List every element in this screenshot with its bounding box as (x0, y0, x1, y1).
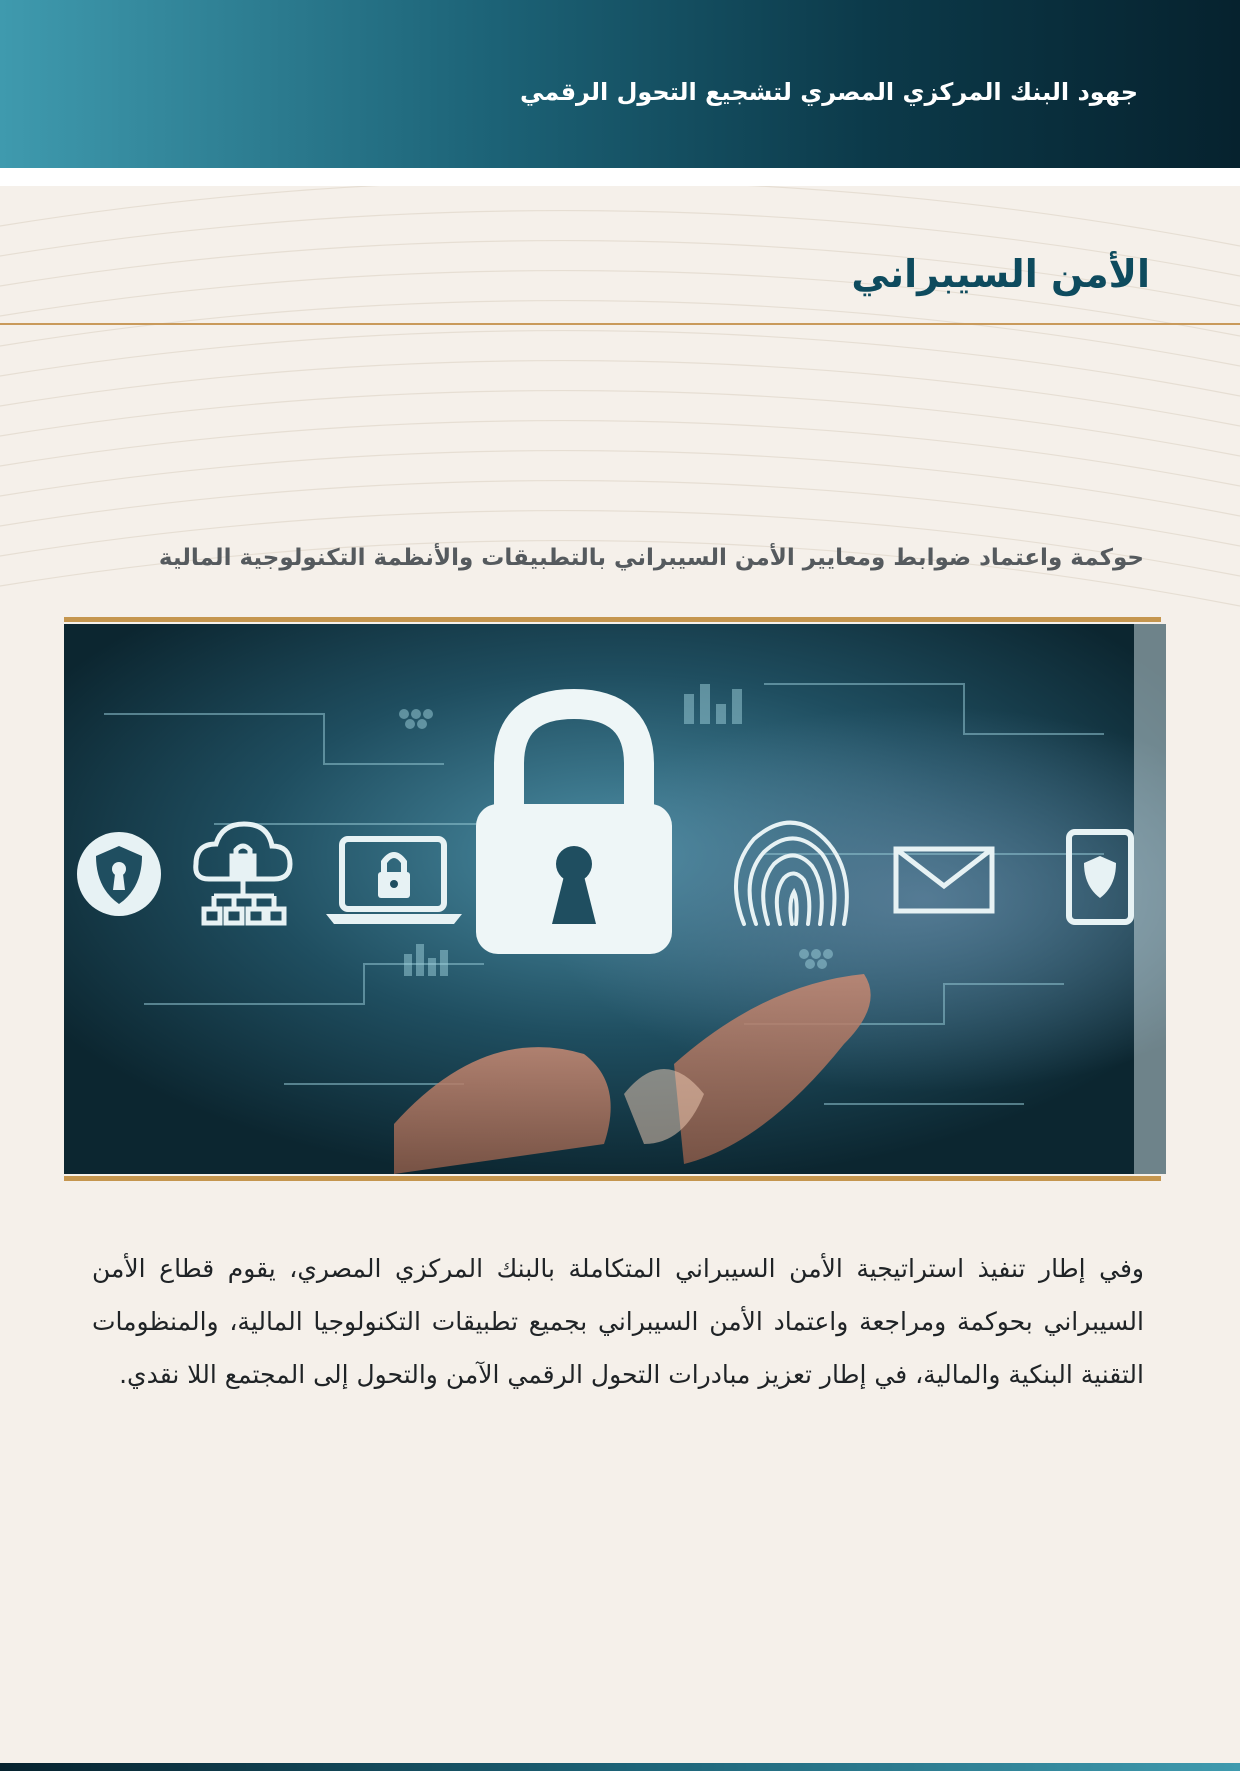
footer-bar (0, 1763, 1240, 1771)
title-underline (0, 323, 1240, 325)
image-top-border (64, 617, 1161, 622)
image-bottom-border (64, 1176, 1161, 1181)
section-title: الأمن السيبراني (851, 252, 1150, 296)
header-banner (0, 0, 1240, 168)
banner-title: جهود البنك المركزي المصري لتشجيع التحول الرقمي (519, 78, 1138, 106)
section-subtitle: حوكمة واعتماد ضوابط ومعايير الأمن السيبراني بالتطبيقات والأنظمة التكنولوجية المالية (158, 545, 1144, 571)
body-paragraph: وفي إطار تنفيذ استراتيجية الأمن السيبراني المتكاملة بالبنك المركزي المصري، يقوم قطاع الأمن السيبراني بحوكمة ومراجعة واعتماد الأمن السيبراني بجميع تطبيقات التكنولوجيا المالية، والمنظومات التقنية البنكية والمالية، في إطار تعزيز مبادرات التحول الرقمي الآمن والتحول إلى المجتمع اللا نقدي. (92, 1254, 1144, 1389)
cybersecurity-hero-image (64, 624, 1166, 1174)
shield-icon (77, 832, 161, 916)
header-divider-strip (0, 168, 1240, 186)
